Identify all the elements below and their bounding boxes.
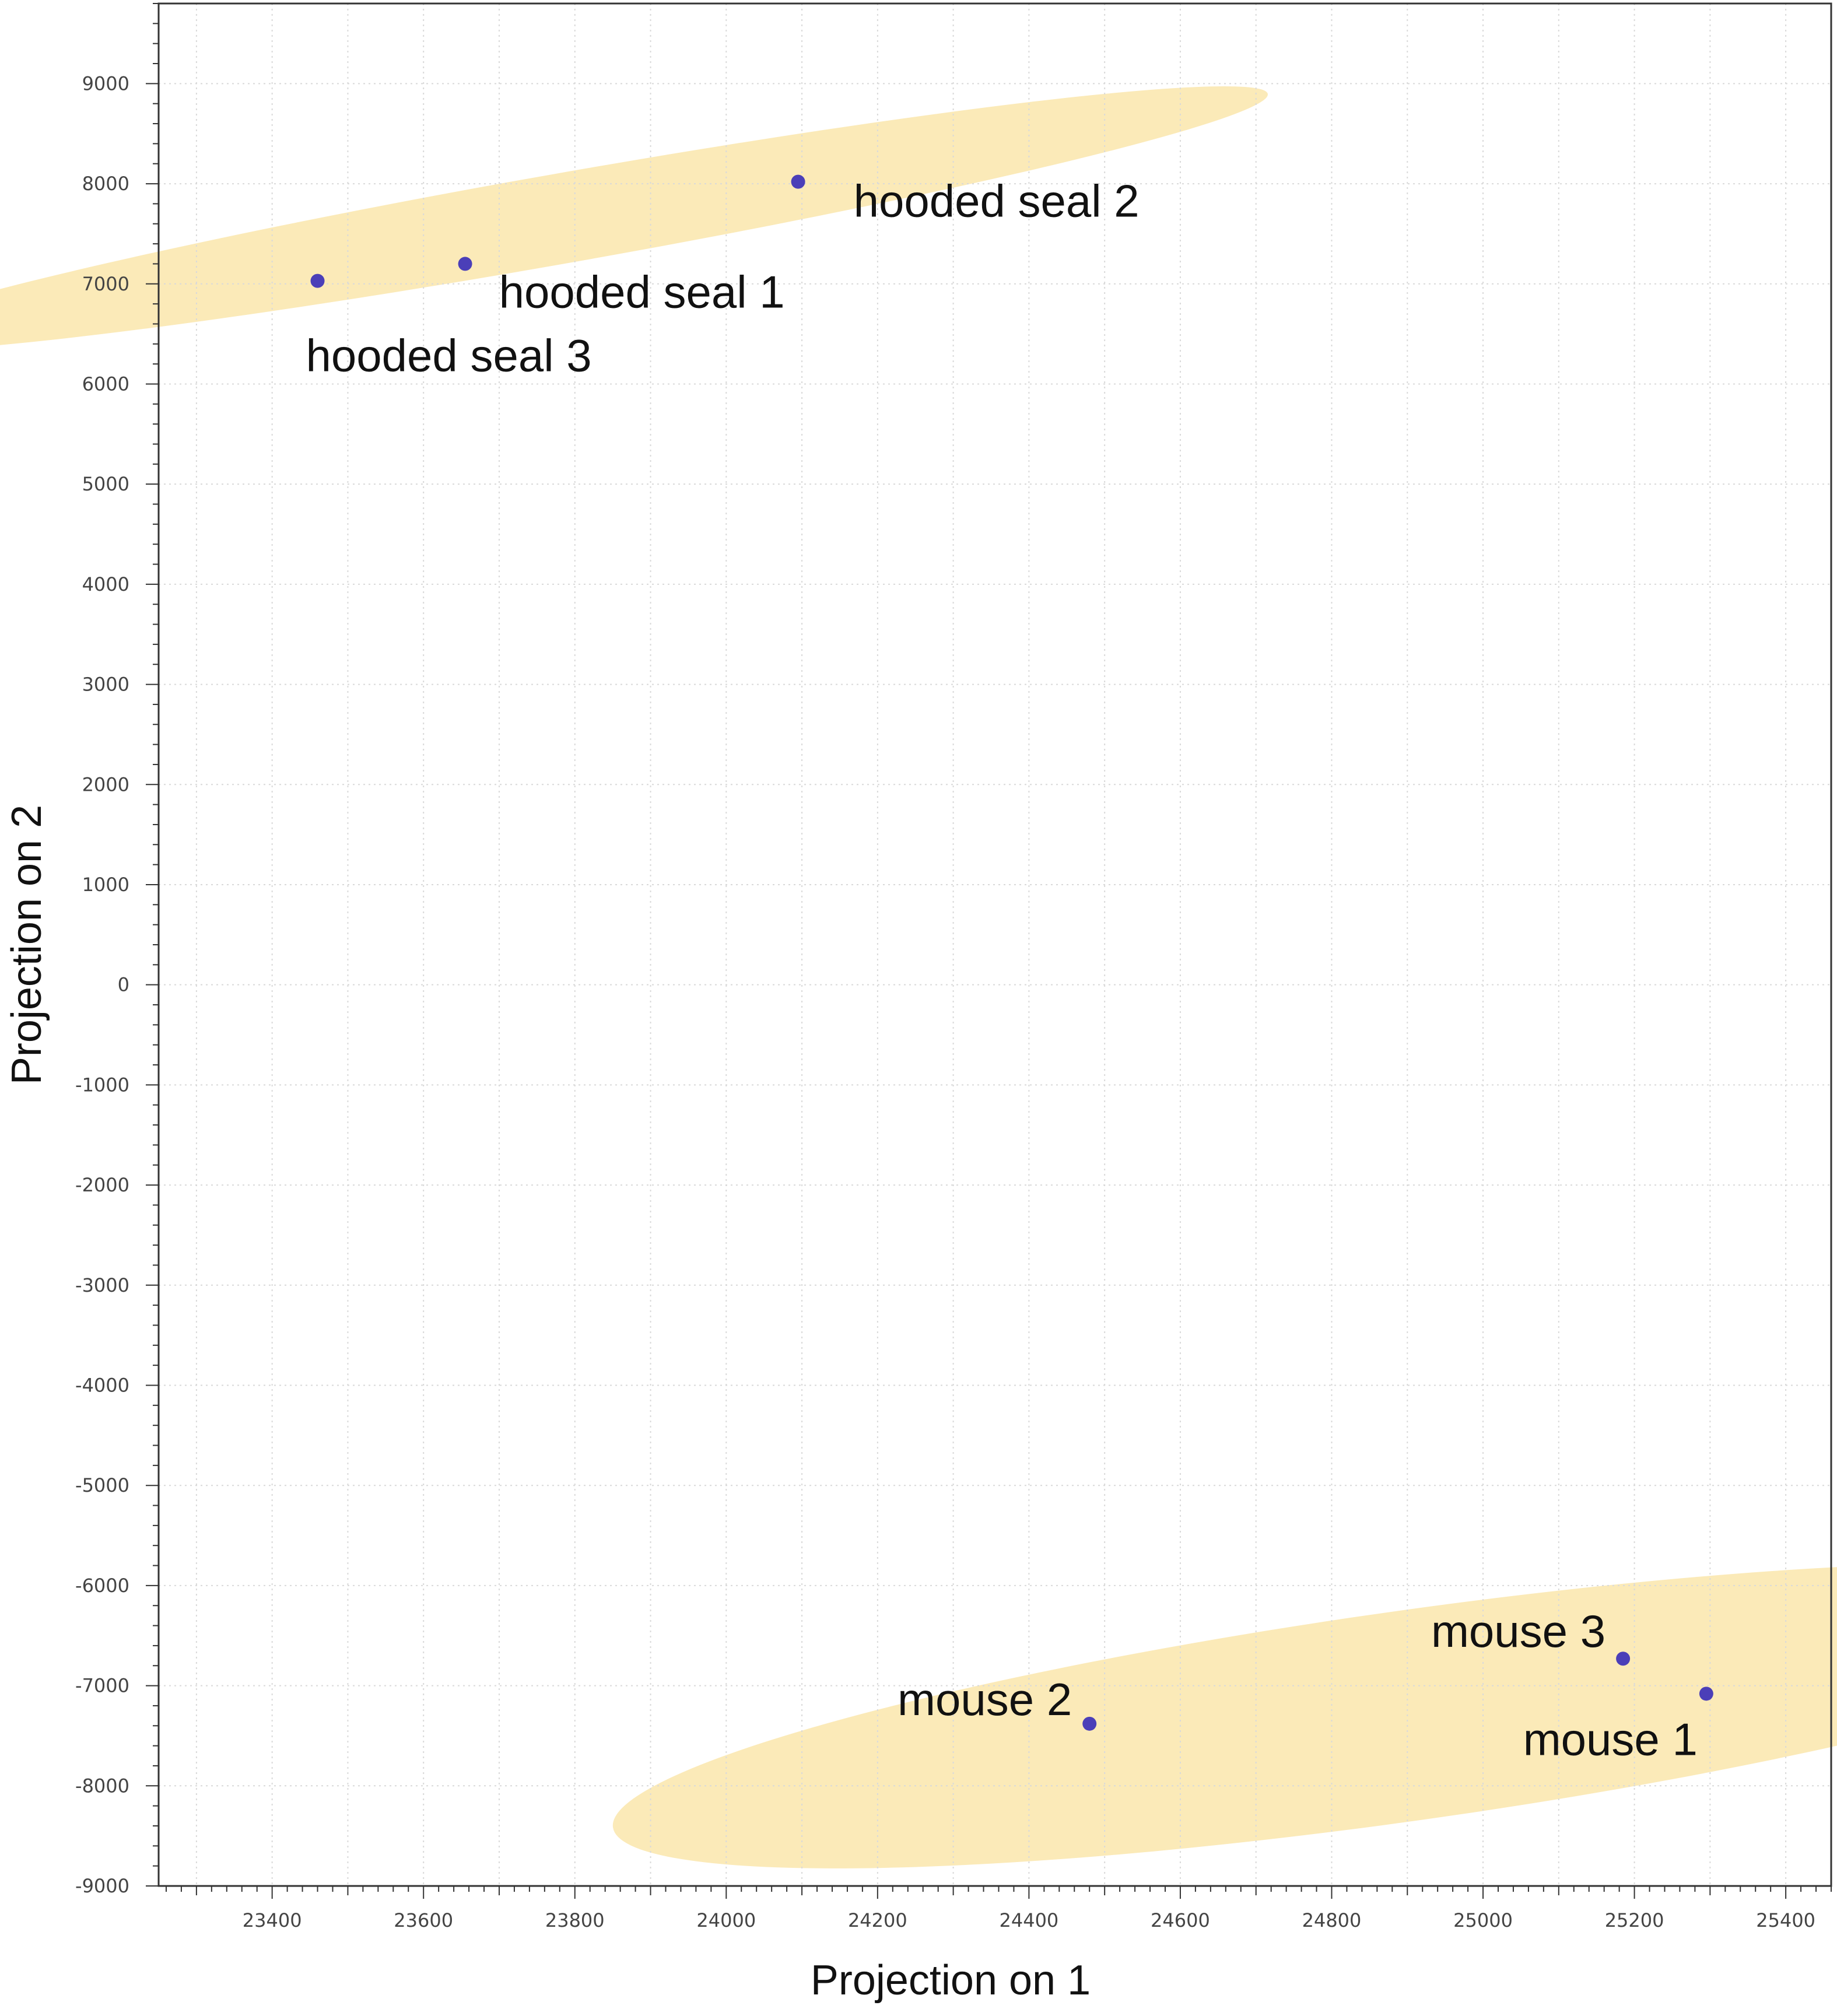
data-point-5 — [1082, 1717, 1096, 1731]
point-label-6: mouse 3 — [1431, 1605, 1606, 1657]
y-tick-label: -6000 — [75, 1574, 129, 1597]
x-tick-label: 25000 — [1453, 1909, 1513, 1931]
point-label-5: mouse 2 — [898, 1673, 1072, 1725]
x-tick-label: 23800 — [545, 1909, 605, 1931]
y-tick-label: 1000 — [82, 873, 129, 896]
y-tick-label: 7000 — [82, 272, 129, 295]
y-tick-label: -7000 — [75, 1674, 129, 1697]
x-tick-label: 23600 — [394, 1909, 454, 1931]
y-tick-label: -3000 — [75, 1274, 129, 1296]
y-tick-label: 6000 — [82, 373, 129, 395]
data-point-2 — [791, 175, 805, 189]
point-label-2: hooded seal 2 — [853, 175, 1140, 227]
point-label-3: hooded seal 3 — [306, 329, 592, 381]
y-tick-label: -5000 — [75, 1474, 129, 1497]
y-tick-label: 0 — [117, 973, 129, 996]
x-tick-label: 24200 — [847, 1909, 907, 1931]
y-tick-label: -8000 — [75, 1775, 129, 1797]
x-axis-label: Projection on 1 — [810, 1957, 1091, 2004]
data-point-3 — [311, 274, 325, 288]
y-tick-label: 8000 — [82, 173, 129, 195]
y-tick-label: 2000 — [82, 773, 129, 796]
x-tick-label: 24000 — [696, 1909, 756, 1931]
y-tick-label: -9000 — [75, 1875, 129, 1897]
y-tick-label: -4000 — [75, 1374, 129, 1397]
y-tick-label: -2000 — [75, 1174, 129, 1197]
data-point-1 — [458, 257, 472, 271]
point-layer — [311, 175, 1713, 1731]
x-tick-label: 23400 — [242, 1909, 302, 1931]
data-point-6 — [1616, 1652, 1630, 1666]
x-tick-label: 24400 — [999, 1909, 1059, 1931]
y-tick-label: 4000 — [82, 573, 129, 595]
y-tick-label: -1000 — [75, 1074, 129, 1096]
x-tick-label: 24600 — [1151, 1909, 1210, 1931]
x-tick-label: 24800 — [1302, 1909, 1362, 1931]
y-tick-label: 5000 — [82, 473, 129, 496]
point-label-1: hooded seal 1 — [499, 266, 785, 318]
y-axis-label: Projection on 2 — [3, 804, 50, 1085]
point-label-4: mouse 1 — [1523, 1713, 1698, 1765]
y-tick-label: 9000 — [82, 72, 129, 95]
y-tick-label: 3000 — [82, 673, 129, 696]
label-layer — [306, 176, 1698, 1765]
x-tick-label: 25200 — [1604, 1909, 1664, 1931]
data-point-4 — [1699, 1687, 1713, 1701]
x-tick-label: 25400 — [1756, 1909, 1816, 1931]
